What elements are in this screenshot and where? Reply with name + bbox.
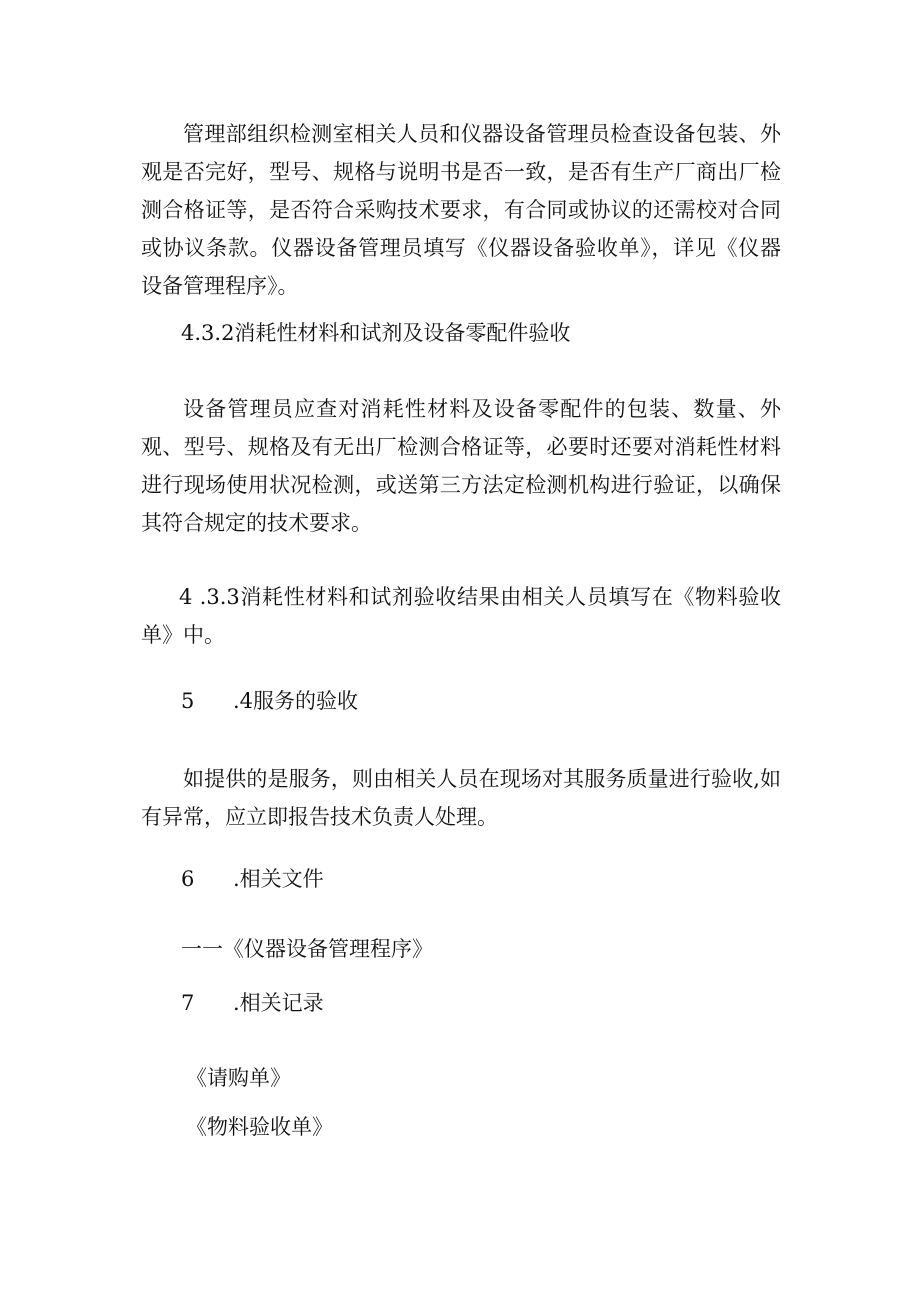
section-6-title: .相关文件: [233, 867, 324, 891]
paragraph-service-acceptance: 如提供的是服务，则由相关人员在现场对其服务质量进行验收,如有异常，应立即报告技术负责人处理。: [141, 767, 781, 829]
section-7-number: 7: [181, 991, 195, 1015]
heading-4-3-2: 4.3.2消耗性材料和试剂及设备零配件验收: [181, 321, 571, 345]
section-7-title: .相关记录: [233, 991, 324, 1015]
paragraph-consumables-inspection: 设备管理员应查对消耗性材料及设备零配件的包装、数量、外观、型号、规格及有无出厂检测合格证等，必要时还要对消耗性材料进行现场使用状况检测，或送第三方法定检测机构进行验证，以确保其符合规定的技术要求。: [141, 397, 781, 535]
heading-section-5: [181, 686, 358, 716]
paragraph-4-3-3: 4 .3.3消耗性材料和试剂验收结果由相关人员填写在《物料验收单》中。: [141, 585, 781, 647]
section-5-title: .4服务的验收: [233, 689, 359, 713]
heading-section-7: [181, 988, 324, 1018]
section-6-number: 6: [181, 867, 195, 891]
section-5-number: 5: [181, 689, 195, 713]
record-item-material-acceptance: 《物料验收单》: [186, 1115, 333, 1139]
related-document-item: 一一《仪器设备管理程序》: [181, 937, 433, 961]
record-item-purchase-request: 《请购单》: [186, 1066, 291, 1090]
paragraph-equipment-inspection: 管理部组织检测室相关人员和仪器设备管理员检查设备包装、外观是否完好，型号、规格与说明书是否一致，是否有生产厂商出厂检测合格证等，是否符合采购技术要求，有合同或协议的还需校对合同或协议条款。仪器设备管理员填写《仪器设备验收单》，详见《仪器设备管理程序》。: [141, 122, 781, 298]
heading-section-6: [181, 864, 324, 894]
